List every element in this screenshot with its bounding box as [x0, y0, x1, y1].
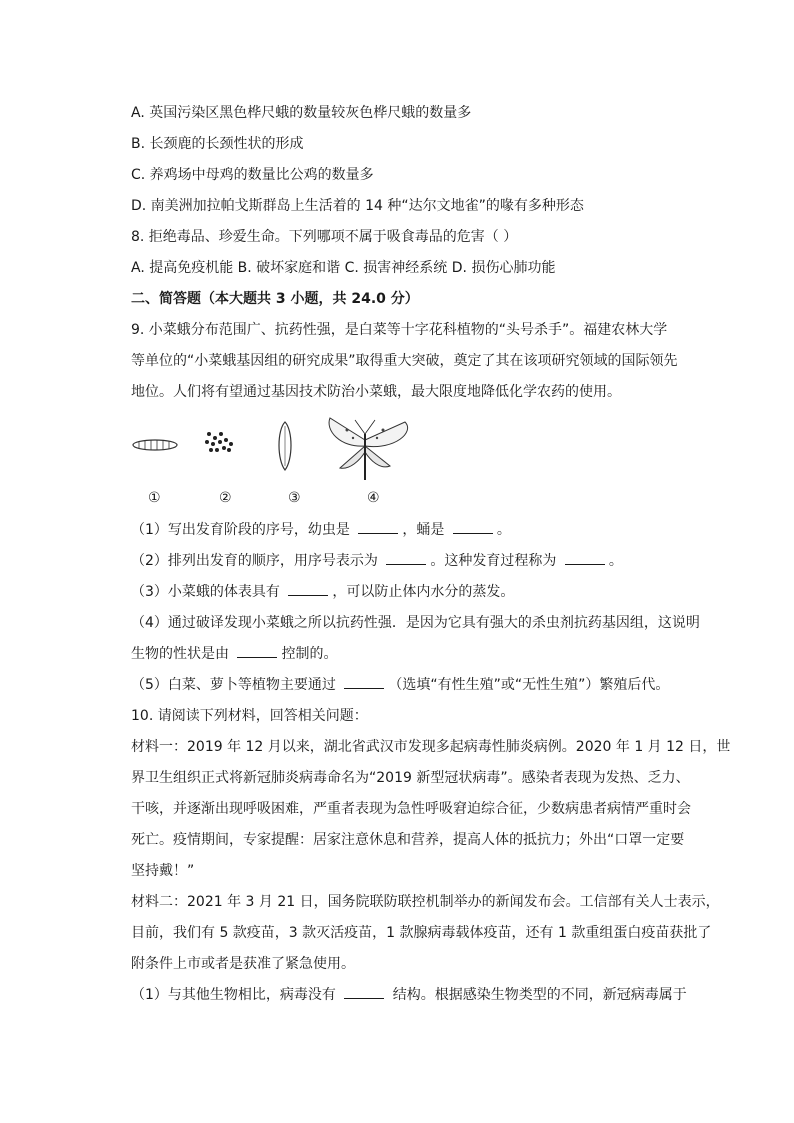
option-7a: A. 英国污染区黑色桦尺蛾的数量较灰色桦尺蛾的数量多	[131, 105, 472, 121]
question-10-sub-1-text-end: 结构。根据感染生物类型的不同，新冠病毒属于	[388, 987, 687, 1003]
sub-question-5-text: （5）白菜、萝卜等植物主要通过	[131, 677, 341, 693]
sub-question-4-line-2	[131, 645, 337, 663]
sub-question-1-text-end: 。	[496, 522, 511, 538]
sub-question-1-text: （1）写出发育阶段的序号，幼虫是	[131, 522, 355, 538]
answer-blank[interactable]	[237, 645, 277, 658]
material-2-line-3: 附条件上市或者是获准了紧急使用。	[131, 956, 355, 972]
figure-label-4: ④	[367, 490, 380, 506]
figure-label-2: ②	[219, 490, 232, 506]
answer-blank[interactable]	[344, 676, 384, 689]
answer-blank[interactable]	[358, 521, 398, 534]
material-1-line-2: 界卫生组织正式将新冠肺炎病毒命名为“2019 新型冠状病毒”。感染者表现为发热、乏力、	[131, 770, 690, 786]
adult-moth-image	[329, 418, 408, 480]
pupa-image	[279, 422, 291, 470]
material-1-line-1: 材料一：2019 年 12 月以来，湖北省武汉市发现多起病毒性肺炎病例。2020 年 1 月 12 日，世	[131, 739, 731, 755]
material-1-line-5: 坚持戴！”	[131, 863, 195, 879]
sub-question-5	[131, 676, 669, 694]
answer-blank[interactable]	[386, 552, 426, 565]
material-2-line-1: 材料二：2021 年 3 月 21 日，国务院联防联控机制举办的新闻发布会。工信部有关人士表示，	[131, 894, 720, 910]
sub-question-1-text-mid: ，蛹是	[402, 522, 449, 538]
answer-blank[interactable]	[344, 986, 384, 999]
eggs-image	[205, 432, 233, 452]
option-7d: D. 南美洲加拉帕戈斯群岛上生活着的 14 种“达尔文地雀”的喙有多种形态	[131, 198, 584, 214]
question-10-sub-1	[131, 986, 687, 1004]
sub-question-2-text: （2）排列出发育的顺序，用序号表示为	[131, 553, 383, 569]
option-7b: B. 长颈鹿的长颈性状的形成	[131, 136, 304, 152]
question-9-line-1: 9. 小菜蛾分布范围广、抗药性强，是白菜等十字花科植物的“头号杀手”。福建农林大学	[131, 322, 668, 338]
question-10-title: 10. 请阅读下列材料，回答相关问题：	[131, 708, 368, 724]
sub-question-1	[131, 521, 511, 539]
sub-question-2-text-end: 。	[608, 553, 623, 569]
sub-question-5-text-end: （选填“有性生殖”或“无性生殖”）繁殖后代。	[388, 677, 670, 693]
question-8: 8. 拒绝毒品、珍爱生命。下列哪项不属于吸食毒品的危害（ ）	[131, 229, 518, 245]
question-10-sub-1-text: （1）与其他生物相比，病毒没有	[131, 987, 341, 1003]
question-8-options: A. 提高免疫机能 B. 破坏家庭和谐 C. 损害神经系统 D. 损伤心肺功能	[131, 260, 556, 276]
sub-question-4-line-1: （4）通过破译发现小菜蛾之所以抗药性强．是因为它具有强大的杀虫剂抗药基因组，这说明	[131, 615, 700, 631]
material-2-line-2: 目前，我们有 5 款疫苗，3 款灭活疫苗，1 款腺病毒载体疫苗，还有 1 款重组蛋白疫苗获批了	[131, 925, 712, 941]
figure-label-3: ③	[288, 490, 301, 506]
sub-question-3	[131, 583, 514, 601]
sub-question-4-text-end: 控制的。	[281, 646, 338, 662]
question-9-line-3: 地位。人们将有望通过基因技术防治小菜蛾，最大限度地降低化学农药的使用。	[131, 384, 621, 400]
sub-question-2-text-mid: 。这种发育过程称为	[430, 553, 561, 569]
moth-lifecycle-figure	[125, 410, 425, 510]
section-2-heading: 二、简答题（本大题共 3 小题，共 24.0 分）	[131, 291, 419, 307]
sub-question-2	[131, 552, 623, 570]
larva-image	[133, 440, 177, 450]
question-9-line-2: 等单位的“小菜蛾基因组的研究成果”取得重大突破，奠定了其在该项研究领域的国际领先	[131, 353, 678, 369]
answer-blank[interactable]	[453, 521, 493, 534]
material-1-line-4: 死亡。疫情期间，专家提醒：居家注意休息和营养，提高人体的抵抗力；外出“口罩一定要	[131, 832, 685, 848]
option-7c: C. 养鸡场中母鸡的数量比公鸡的数量多	[131, 167, 374, 183]
answer-blank[interactable]	[565, 552, 605, 565]
sub-question-3-text: （3）小菜蛾的体表具有	[131, 584, 285, 600]
sub-question-4-text: 生物的性状是由	[131, 646, 234, 662]
figure-label-1: ①	[148, 490, 161, 506]
sub-question-3-text-end: ，可以防止体内水分的蒸发。	[332, 584, 515, 600]
answer-blank[interactable]	[288, 583, 328, 596]
material-1-line-3: 干咳，并逐渐出现呼吸困难，严重者表现为急性呼吸窘迫综合征，少数病患者病情严重时会	[131, 801, 691, 817]
